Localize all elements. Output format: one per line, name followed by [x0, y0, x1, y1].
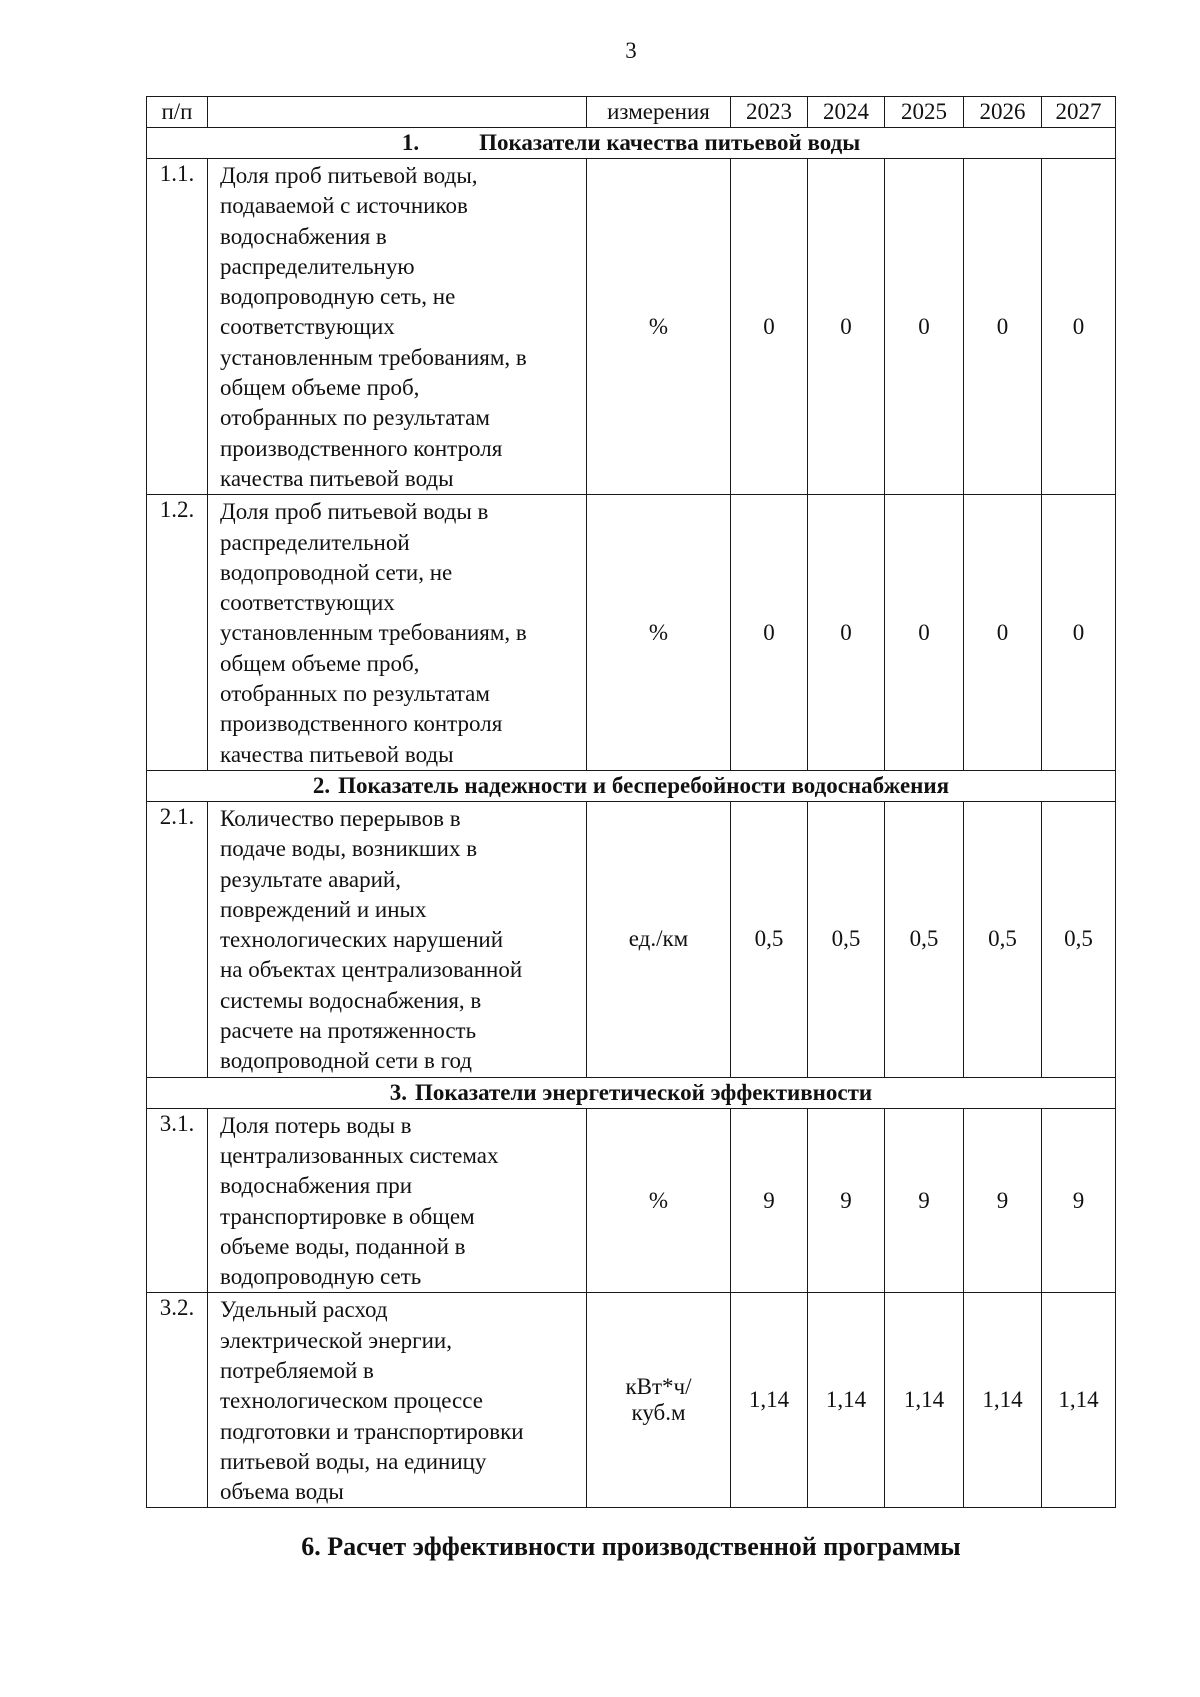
name-line: технологических нарушений — [220, 927, 504, 953]
name-line: качества питьевой воды — [220, 465, 454, 491]
unit-line: кВт*ч/ — [625, 1374, 692, 1400]
value-cell: 1,14 — [1042, 1293, 1116, 1508]
value-cell: 1,14 — [964, 1293, 1042, 1508]
header-cell-year: 2026 — [964, 97, 1042, 128]
table-header-row — [147, 97, 1116, 128]
value-cell: 1,14 — [808, 1293, 885, 1508]
unit-cell: % — [587, 1108, 731, 1293]
name-line: результате аварий, — [220, 866, 401, 892]
name-line: водопроводную сеть — [220, 1264, 422, 1290]
header-cell-year: 2024 — [808, 97, 885, 128]
row-number: 1.1. — [147, 159, 208, 495]
name-line: водоснабжения в — [220, 223, 387, 249]
name-line: распределительной — [220, 529, 410, 555]
name-line: общем объеме проб, — [220, 375, 420, 401]
name-line: расчете на протяженность — [220, 1018, 477, 1044]
indicator-name — [208, 159, 587, 495]
section-heading — [147, 1077, 1116, 1108]
header-cell-year: 2023 — [731, 97, 808, 128]
section-6-heading: 6. Расчет эффективности производственной программы — [301, 1532, 961, 1561]
name-line: объеме воды, поданной в — [220, 1233, 466, 1259]
name-line: водопроводную сеть, не — [220, 284, 456, 310]
value-cell: 9 — [964, 1108, 1042, 1293]
section-number: 1. — [401, 130, 420, 155]
name-line: общем объеме проб, — [220, 650, 420, 676]
row-number: 3.1. — [147, 1108, 208, 1293]
section-heading — [147, 128, 1116, 159]
name-line: Доля проб питьевой воды в — [220, 499, 489, 525]
name-line: питьевой воды, на единицу — [220, 1448, 487, 1474]
value-cell: 9 — [731, 1108, 808, 1293]
unit-cell: % — [587, 495, 731, 771]
table-row — [147, 801, 1116, 1077]
section-row — [147, 770, 1116, 801]
name-line: подаваемой с источников — [220, 193, 468, 219]
name-line: распределительную — [220, 253, 415, 279]
unit-cell — [587, 1293, 731, 1508]
value-cell: 0 — [885, 495, 964, 771]
name-line: подаче воды, возникших в — [220, 836, 478, 862]
name-line: Доля потерь воды в — [220, 1112, 412, 1138]
section-title: Показатели качества питьевой воды — [479, 130, 861, 155]
value-cell: 0,5 — [964, 801, 1042, 1077]
value-cell: 0 — [964, 495, 1042, 771]
name-line: подготовки и транспортировки — [220, 1418, 524, 1444]
value-cell: 0 — [1042, 495, 1116, 771]
value-cell: 9 — [885, 1108, 964, 1293]
name-line: соответствующих — [220, 590, 395, 616]
table-row — [147, 495, 1116, 771]
indicator-name — [208, 495, 587, 771]
name-line: Доля проб питьевой воды, — [220, 163, 478, 188]
name-line: производственного контроля — [220, 711, 503, 737]
name-line: Удельный расход — [220, 1297, 388, 1323]
value-cell: 0 — [808, 495, 885, 771]
row-number: 2.1. — [147, 801, 208, 1077]
table-row — [147, 159, 1116, 495]
name-line: отобранных по результатам — [220, 405, 490, 431]
page-number: 3 — [625, 38, 637, 63]
value-cell: 0 — [731, 495, 808, 771]
table-row — [147, 1108, 1116, 1293]
section-number: 3. — [389, 1079, 408, 1105]
name-line: системы водоснабжения, в — [220, 987, 482, 1013]
name-line: производственного контроля — [220, 435, 503, 461]
header-cell-year: 2025 — [885, 97, 964, 128]
value-cell: 1,14 — [731, 1293, 808, 1508]
row-number: 3.2. — [147, 1293, 208, 1508]
value-cell: 0 — [1042, 159, 1116, 495]
value-cell: 0,5 — [885, 801, 964, 1077]
value-cell: 0 — [731, 159, 808, 495]
header-cell-name — [208, 97, 587, 128]
section-title: Показатель надежности и бесперебойности водоснабжения — [338, 772, 950, 798]
name-line: установленным требованиям, в — [220, 344, 527, 370]
header-cell-year: 2027 — [1042, 97, 1116, 128]
section-row — [147, 1077, 1116, 1108]
header-cell-num: п/п — [147, 97, 208, 128]
name-line: качества питьевой воды — [220, 741, 454, 767]
name-line: установленным требованиям, в — [220, 620, 527, 646]
name-line: водопроводной сети, не — [220, 559, 453, 585]
name-line: транспортировке в общем — [220, 1203, 475, 1229]
value-cell: 0,5 — [808, 801, 885, 1077]
value-cell: 9 — [808, 1108, 885, 1293]
value-cell: 0 — [885, 159, 964, 495]
section-title: Показатели энергетической эффективности — [415, 1079, 873, 1105]
name-line: повреждений и иных — [220, 896, 427, 922]
unit-cell: % — [587, 159, 731, 495]
name-line: соответствующих — [220, 314, 395, 340]
section-number: 2. — [312, 772, 331, 798]
value-cell: 0,5 — [731, 801, 808, 1077]
row-number: 1.2. — [147, 495, 208, 771]
table-row — [147, 1293, 1116, 1508]
name-line: водопроводной сети в год — [220, 1048, 472, 1074]
indicators-table-body — [147, 97, 1116, 1508]
indicators-table — [146, 96, 1116, 1508]
name-line: Количество перерывов в — [220, 805, 461, 831]
name-line: технологическом процессе — [220, 1388, 483, 1414]
section-heading — [147, 770, 1116, 801]
value-cell: 9 — [1042, 1108, 1116, 1293]
unit-cell: ед./км — [587, 801, 731, 1077]
name-line: объема воды — [220, 1479, 344, 1505]
value-cell: 1,14 — [885, 1293, 964, 1508]
indicator-name — [208, 801, 587, 1077]
value-cell: 0 — [808, 159, 885, 495]
name-line: отобранных по результатам — [220, 681, 490, 707]
value-cell: 0 — [964, 159, 1042, 495]
header-cell-unit: измерения — [587, 97, 731, 128]
unit-line: куб.м — [631, 1400, 686, 1426]
indicator-name — [208, 1108, 587, 1293]
name-line: электрической энергии, — [220, 1327, 452, 1353]
name-line: водоснабжения при — [220, 1173, 413, 1199]
name-line: централизованных системах — [220, 1142, 499, 1168]
indicator-name — [208, 1293, 587, 1508]
section-row — [147, 128, 1116, 159]
name-line: потребляемой в — [220, 1357, 374, 1383]
name-line: на объектах централизованной — [220, 957, 523, 983]
value-cell: 0,5 — [1042, 801, 1116, 1077]
